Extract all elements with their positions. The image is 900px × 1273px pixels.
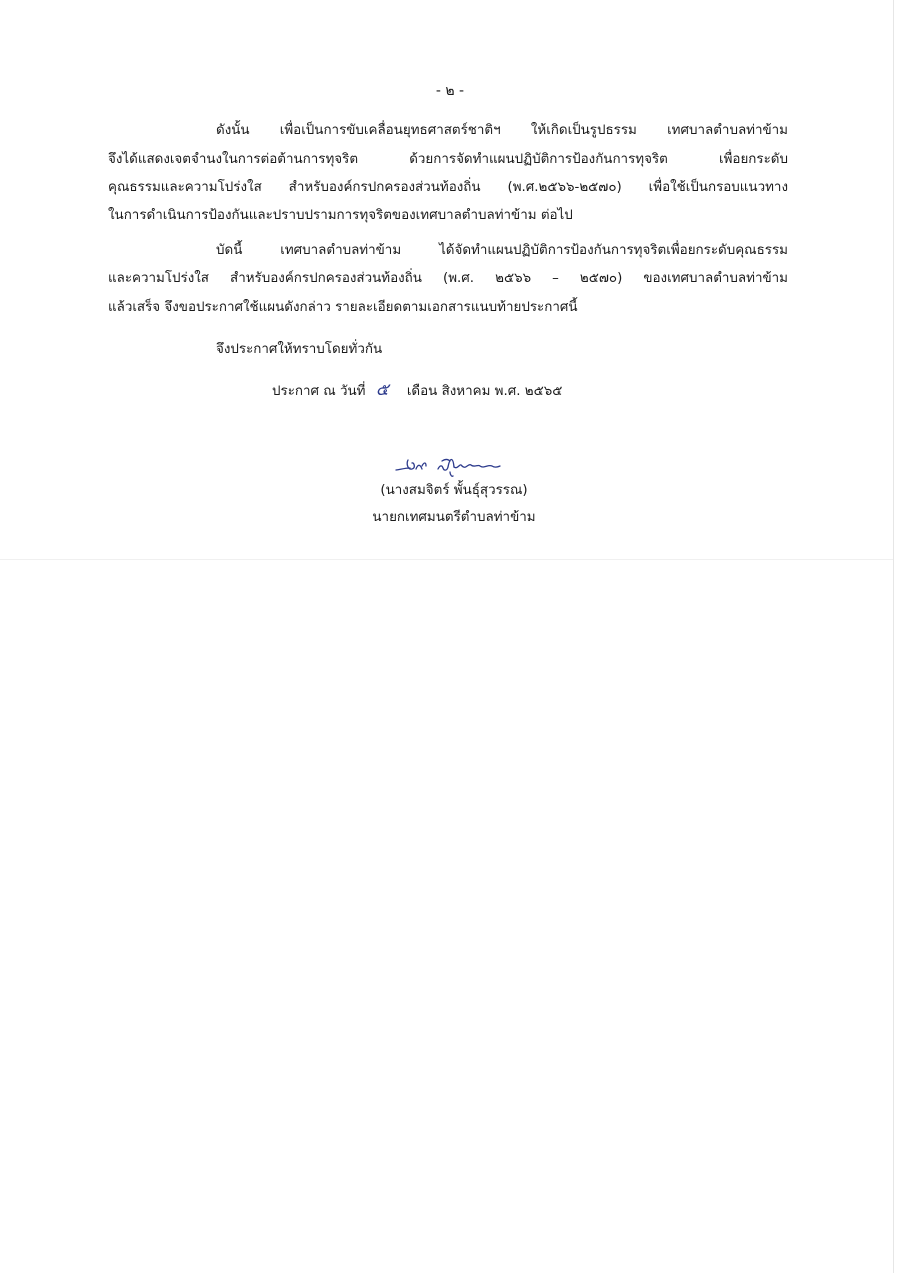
- page-number: - ๒ -: [435, 83, 465, 99]
- handwritten-signature: [392, 452, 504, 480]
- paragraph1-line4: ในการดำเนินการป้องกันและปราบปรามการทุจริตของเทศบาลตำบลท่าข้าม ต่อไป: [108, 208, 573, 223]
- announcement-suffix: เดือน สิงหาคม พ.ศ. ๒๕๖๕: [406, 384, 563, 399]
- paragraph2-line1: บัดนี้ เทศบาลตำบลท่าข้าม ได้จัดทำแผนปฏิบัติการป้องกันการทุจริตเพื่อยกระดับคุณธรรม: [216, 243, 788, 258]
- scan-divider: [0, 559, 893, 560]
- signatory-title: นายกเทศมนตรีตำบลท่าข้าม: [372, 510, 536, 525]
- page-edge: [893, 0, 894, 1273]
- paragraph2-line2: และความโปร่งใส สำหรับองค์กรปกครองส่วนท้องถิ่น (พ.ศ. ๒๕๖๖ – ๒๕๗๐) ของเทศบาลตำบลท่าข้าม: [108, 271, 788, 286]
- closing-statement: จึงประกาศให้ทราบโดยทั่วกัน: [216, 342, 383, 357]
- paragraph1-line2: จึงได้แสดงเจตจำนงในการต่อต้านการทุจริต ด้วยการจัดทำแผนปฏิบัติการป้องกันการทุจริต เพื่อยกระดับ: [108, 152, 788, 167]
- paragraph1-line1: ดังนั้น เพื่อเป็นการขับเคลื่อนยุทธศาสตร์ชาติฯ ให้เกิดเป็นรูปธรรม เทศบาลตำบลท่าข้าม: [216, 123, 788, 138]
- announcement-day: ๕: [375, 380, 389, 400]
- paragraph1-line3: คุณธรรมและความโปร่งใส สำหรับองค์กรปกครองส่วนท้องถิ่น (พ.ศ.๒๕๖๖-๒๕๗๐) เพื่อใช้เป็นกรอบแนวทาง: [108, 180, 788, 195]
- announcement-prefix: ประกาศ ณ วันที่: [272, 384, 366, 399]
- announcement-date: [272, 380, 562, 402]
- signatory-name: (นางสมจิตร์ พั้นธุ์สุวรรณ): [380, 483, 528, 498]
- paragraph2-line3: แล้วเสร็จ จึงขอประกาศใช้แผนดังกล่าว รายละเอียดตามเอกสารแนบท้ายประกาศนี้: [108, 300, 578, 315]
